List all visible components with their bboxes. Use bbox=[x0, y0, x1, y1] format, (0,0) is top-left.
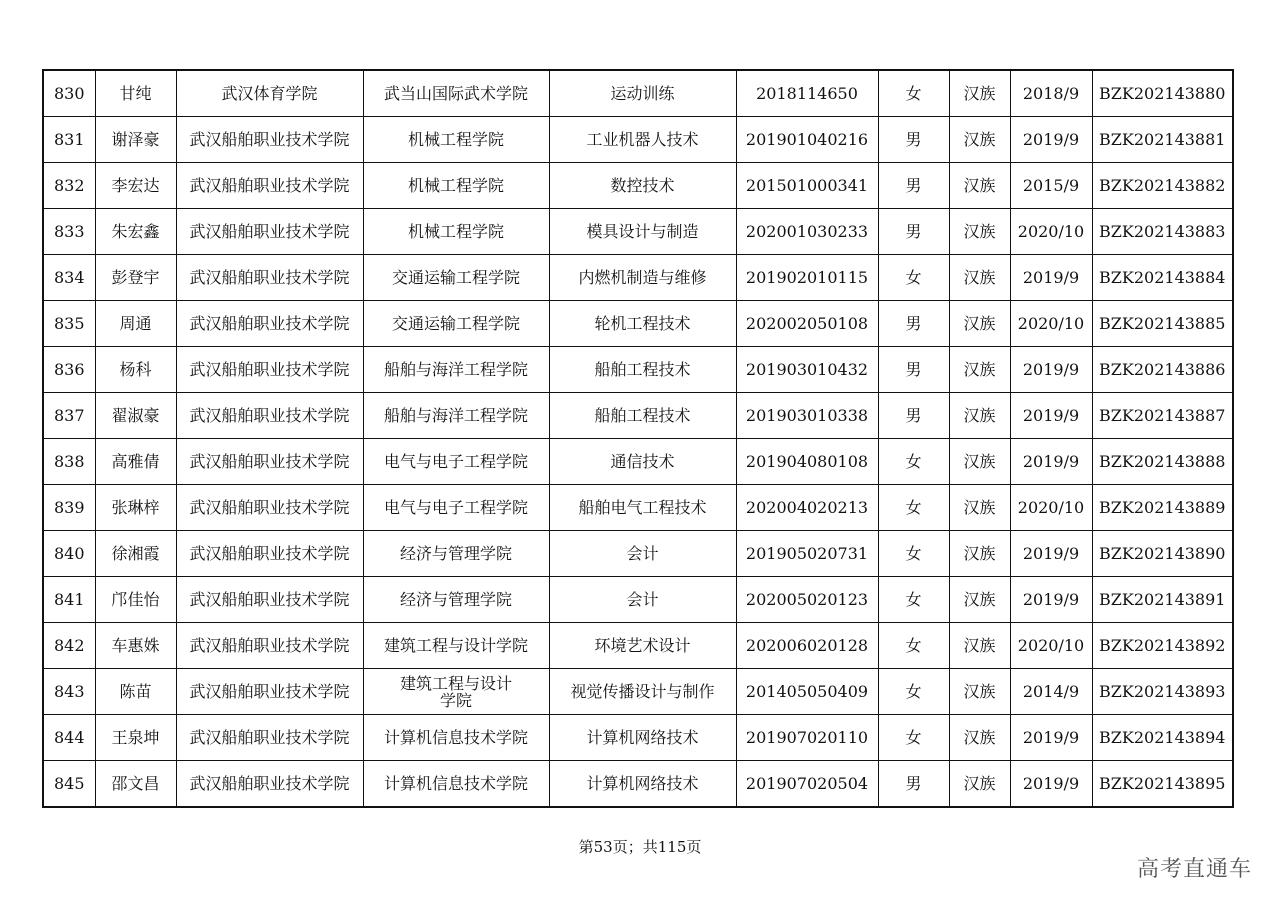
row-number-cell: 838 bbox=[43, 439, 95, 485]
school-cell: 武汉船舶职业技术学院 bbox=[176, 347, 363, 393]
gender-cell: 女 bbox=[878, 485, 949, 531]
certificate-number-cell: BZK202143882 bbox=[1092, 163, 1233, 209]
school-cell: 武汉船舶职业技术学院 bbox=[176, 117, 363, 163]
student-id-cell: 202001030233 bbox=[736, 209, 878, 255]
college-cell: 交通运输工程学院 bbox=[363, 255, 549, 301]
enrollment-date-cell: 2015/9 bbox=[1010, 163, 1092, 209]
college-cell: 机械工程学院 bbox=[363, 209, 549, 255]
gender-cell: 男 bbox=[878, 117, 949, 163]
ethnicity-cell: 汉族 bbox=[949, 255, 1010, 301]
table-row bbox=[43, 347, 1233, 393]
college-cell: 计算机信息技术学院 bbox=[363, 715, 549, 761]
student-id-cell: 201907020504 bbox=[736, 761, 878, 808]
certificate-number-cell: BZK202143886 bbox=[1092, 347, 1233, 393]
ethnicity-cell: 汉族 bbox=[949, 301, 1010, 347]
ethnicity-cell: 汉族 bbox=[949, 715, 1010, 761]
major-cell: 环境艺术设计 bbox=[549, 623, 736, 669]
college-cell: 计算机信息技术学院 bbox=[363, 761, 549, 808]
records-table bbox=[42, 69, 1234, 808]
gender-cell: 女 bbox=[878, 531, 949, 577]
major-cell: 轮机工程技术 bbox=[549, 301, 736, 347]
enrollment-date-cell: 2020/10 bbox=[1010, 485, 1092, 531]
college-cell: 船舶与海洋工程学院 bbox=[363, 393, 549, 439]
school-cell: 武汉船舶职业技术学院 bbox=[176, 209, 363, 255]
major-cell: 船舶工程技术 bbox=[549, 393, 736, 439]
gender-cell: 男 bbox=[878, 347, 949, 393]
name-cell: 李宏达 bbox=[95, 163, 176, 209]
gender-cell: 女 bbox=[878, 669, 949, 715]
major-cell: 船舶电气工程技术 bbox=[549, 485, 736, 531]
gender-cell: 女 bbox=[878, 70, 949, 117]
major-cell: 工业机器人技术 bbox=[549, 117, 736, 163]
page-indicator: 第53页；共115页 bbox=[578, 838, 702, 856]
certificate-number-cell: BZK202143880 bbox=[1092, 70, 1233, 117]
gender-cell: 男 bbox=[878, 761, 949, 808]
watermark-text: 高考直通车 bbox=[1136, 857, 1252, 882]
ethnicity-cell: 汉族 bbox=[949, 70, 1010, 117]
row-number-cell: 844 bbox=[43, 715, 95, 761]
college-cell: 建筑工程与设计学院 bbox=[363, 623, 549, 669]
student-id-cell: 201405050409 bbox=[736, 669, 878, 715]
enrollment-date-cell: 2019/9 bbox=[1010, 439, 1092, 485]
school-cell: 武汉船舶职业技术学院 bbox=[176, 439, 363, 485]
student-id-cell: 201907020110 bbox=[736, 715, 878, 761]
name-cell: 王泉坤 bbox=[95, 715, 176, 761]
student-id-cell: 201905020731 bbox=[736, 531, 878, 577]
row-number-cell: 843 bbox=[43, 669, 95, 715]
gender-cell: 男 bbox=[878, 301, 949, 347]
row-number-cell: 830 bbox=[43, 70, 95, 117]
school-cell: 武汉船舶职业技术学院 bbox=[176, 623, 363, 669]
major-cell: 数控技术 bbox=[549, 163, 736, 209]
row-number-cell: 835 bbox=[43, 301, 95, 347]
name-cell: 杨科 bbox=[95, 347, 176, 393]
table-row bbox=[43, 485, 1233, 531]
college-cell: 经济与管理学院 bbox=[363, 531, 549, 577]
table-row bbox=[43, 209, 1233, 255]
enrollment-date-cell: 2019/9 bbox=[1010, 761, 1092, 808]
school-cell: 武汉船舶职业技术学院 bbox=[176, 393, 363, 439]
major-cell: 计算机网络技术 bbox=[549, 761, 736, 808]
student-id-cell: 202005020123 bbox=[736, 577, 878, 623]
name-cell: 谢泽豪 bbox=[95, 117, 176, 163]
row-number-cell: 832 bbox=[43, 163, 95, 209]
gender-cell: 男 bbox=[878, 393, 949, 439]
ethnicity-cell: 汉族 bbox=[949, 393, 1010, 439]
table-row bbox=[43, 117, 1233, 163]
gender-cell: 女 bbox=[878, 577, 949, 623]
name-cell: 高雅倩 bbox=[95, 439, 176, 485]
school-cell: 武汉船舶职业技术学院 bbox=[176, 761, 363, 808]
major-cell: 船舶工程技术 bbox=[549, 347, 736, 393]
table-row bbox=[43, 669, 1233, 715]
row-number-cell: 834 bbox=[43, 255, 95, 301]
college-cell: 机械工程学院 bbox=[363, 117, 549, 163]
student-id-cell: 201901040216 bbox=[736, 117, 878, 163]
table-row bbox=[43, 715, 1233, 761]
certificate-number-cell: BZK202143889 bbox=[1092, 485, 1233, 531]
ethnicity-cell: 汉族 bbox=[949, 439, 1010, 485]
ethnicity-cell: 汉族 bbox=[949, 761, 1010, 808]
table-row bbox=[43, 577, 1233, 623]
major-cell: 内燃机制造与维修 bbox=[549, 255, 736, 301]
student-id-cell: 2018114650 bbox=[736, 70, 878, 117]
college-cell: 交通运输工程学院 bbox=[363, 301, 549, 347]
school-cell: 武汉船舶职业技术学院 bbox=[176, 577, 363, 623]
certificate-number-cell: BZK202143891 bbox=[1092, 577, 1233, 623]
row-number-cell: 839 bbox=[43, 485, 95, 531]
college-cell: 船舶与海洋工程学院 bbox=[363, 347, 549, 393]
certificate-number-cell: BZK202143892 bbox=[1092, 623, 1233, 669]
enrollment-date-cell: 2019/9 bbox=[1010, 393, 1092, 439]
name-cell: 徐湘霞 bbox=[95, 531, 176, 577]
school-cell: 武汉船舶职业技术学院 bbox=[176, 531, 363, 577]
certificate-number-cell: BZK202143888 bbox=[1092, 439, 1233, 485]
ethnicity-cell: 汉族 bbox=[949, 347, 1010, 393]
table-row bbox=[43, 301, 1233, 347]
certificate-number-cell: BZK202143887 bbox=[1092, 393, 1233, 439]
name-cell: 彭登宇 bbox=[95, 255, 176, 301]
certificate-number-cell: BZK202143885 bbox=[1092, 301, 1233, 347]
enrollment-date-cell: 2018/9 bbox=[1010, 70, 1092, 117]
row-number-cell: 840 bbox=[43, 531, 95, 577]
certificate-number-cell: BZK202143881 bbox=[1092, 117, 1233, 163]
name-cell: 翟淑豪 bbox=[95, 393, 176, 439]
school-cell: 武汉船舶职业技术学院 bbox=[176, 301, 363, 347]
gender-cell: 男 bbox=[878, 209, 949, 255]
name-cell: 周通 bbox=[95, 301, 176, 347]
row-number-cell: 836 bbox=[43, 347, 95, 393]
college-cell: 武当山国际武术学院 bbox=[363, 70, 549, 117]
major-cell: 运动训练 bbox=[549, 70, 736, 117]
school-cell: 武汉船舶职业技术学院 bbox=[176, 715, 363, 761]
records-table-body bbox=[43, 70, 1233, 807]
row-number-cell: 841 bbox=[43, 577, 95, 623]
enrollment-date-cell: 2019/9 bbox=[1010, 347, 1092, 393]
school-cell: 武汉船舶职业技术学院 bbox=[176, 163, 363, 209]
major-cell: 通信技术 bbox=[549, 439, 736, 485]
school-cell: 武汉体育学院 bbox=[176, 70, 363, 117]
name-cell: 朱宏鑫 bbox=[95, 209, 176, 255]
certificate-number-cell: BZK202143893 bbox=[1092, 669, 1233, 715]
student-id-cell: 202002050108 bbox=[736, 301, 878, 347]
college-cell: 机械工程学院 bbox=[363, 163, 549, 209]
name-cell: 陈苗 bbox=[95, 669, 176, 715]
major-cell: 计算机网络技术 bbox=[549, 715, 736, 761]
table-row bbox=[43, 761, 1233, 808]
table-row bbox=[43, 393, 1233, 439]
enrollment-date-cell: 2019/9 bbox=[1010, 577, 1092, 623]
row-number-cell: 833 bbox=[43, 209, 95, 255]
student-id-cell: 201501000341 bbox=[736, 163, 878, 209]
ethnicity-cell: 汉族 bbox=[949, 209, 1010, 255]
row-number-cell: 845 bbox=[43, 761, 95, 808]
ethnicity-cell: 汉族 bbox=[949, 669, 1010, 715]
enrollment-date-cell: 2020/10 bbox=[1010, 301, 1092, 347]
table-row bbox=[43, 531, 1233, 577]
student-id-cell: 201903010432 bbox=[736, 347, 878, 393]
row-number-cell: 842 bbox=[43, 623, 95, 669]
gender-cell: 女 bbox=[878, 623, 949, 669]
certificate-number-cell: BZK202143890 bbox=[1092, 531, 1233, 577]
certificate-number-cell: BZK202143894 bbox=[1092, 715, 1233, 761]
table-row bbox=[43, 70, 1233, 117]
enrollment-date-cell: 2019/9 bbox=[1010, 531, 1092, 577]
gender-cell: 男 bbox=[878, 163, 949, 209]
major-cell: 会计 bbox=[549, 577, 736, 623]
certificate-number-cell: BZK202143883 bbox=[1092, 209, 1233, 255]
college-cell: 电气与电子工程学院 bbox=[363, 439, 549, 485]
ethnicity-cell: 汉族 bbox=[949, 577, 1010, 623]
row-number-cell: 831 bbox=[43, 117, 95, 163]
gender-cell: 女 bbox=[878, 715, 949, 761]
name-cell: 车惠姝 bbox=[95, 623, 176, 669]
enrollment-date-cell: 2020/10 bbox=[1010, 209, 1092, 255]
name-cell: 邵文昌 bbox=[95, 761, 176, 808]
ethnicity-cell: 汉族 bbox=[949, 163, 1010, 209]
student-id-cell: 201904080108 bbox=[736, 439, 878, 485]
ethnicity-cell: 汉族 bbox=[949, 485, 1010, 531]
college-cell: 经济与管理学院 bbox=[363, 577, 549, 623]
college-cell: 建筑工程与设计学院 bbox=[363, 669, 549, 715]
ethnicity-cell: 汉族 bbox=[949, 531, 1010, 577]
enrollment-date-cell: 2014/9 bbox=[1010, 669, 1092, 715]
gender-cell: 女 bbox=[878, 255, 949, 301]
school-cell: 武汉船舶职业技术学院 bbox=[176, 669, 363, 715]
student-id-cell: 202006020128 bbox=[736, 623, 878, 669]
enrollment-date-cell: 2020/10 bbox=[1010, 623, 1092, 669]
enrollment-date-cell: 2019/9 bbox=[1010, 715, 1092, 761]
table-row bbox=[43, 623, 1233, 669]
student-id-cell: 201903010338 bbox=[736, 393, 878, 439]
name-cell: 张琳梓 bbox=[95, 485, 176, 531]
major-cell: 模具设计与制造 bbox=[549, 209, 736, 255]
enrollment-date-cell: 2019/9 bbox=[1010, 117, 1092, 163]
student-id-cell: 202004020213 bbox=[736, 485, 878, 531]
school-cell: 武汉船舶职业技术学院 bbox=[176, 485, 363, 531]
enrollment-date-cell: 2019/9 bbox=[1010, 255, 1092, 301]
table-row bbox=[43, 163, 1233, 209]
major-cell: 视觉传播设计与制作 bbox=[549, 669, 736, 715]
table-row bbox=[43, 255, 1233, 301]
college-cell: 电气与电子工程学院 bbox=[363, 485, 549, 531]
name-cell: 邝佳怡 bbox=[95, 577, 176, 623]
row-number-cell: 837 bbox=[43, 393, 95, 439]
name-cell: 甘纯 bbox=[95, 70, 176, 117]
major-cell: 会计 bbox=[549, 531, 736, 577]
gender-cell: 女 bbox=[878, 439, 949, 485]
student-id-cell: 201902010115 bbox=[736, 255, 878, 301]
ethnicity-cell: 汉族 bbox=[949, 117, 1010, 163]
table-row bbox=[43, 439, 1233, 485]
certificate-number-cell: BZK202143895 bbox=[1092, 761, 1233, 808]
school-cell: 武汉船舶职业技术学院 bbox=[176, 255, 363, 301]
certificate-number-cell: BZK202143884 bbox=[1092, 255, 1233, 301]
ethnicity-cell: 汉族 bbox=[949, 623, 1010, 669]
